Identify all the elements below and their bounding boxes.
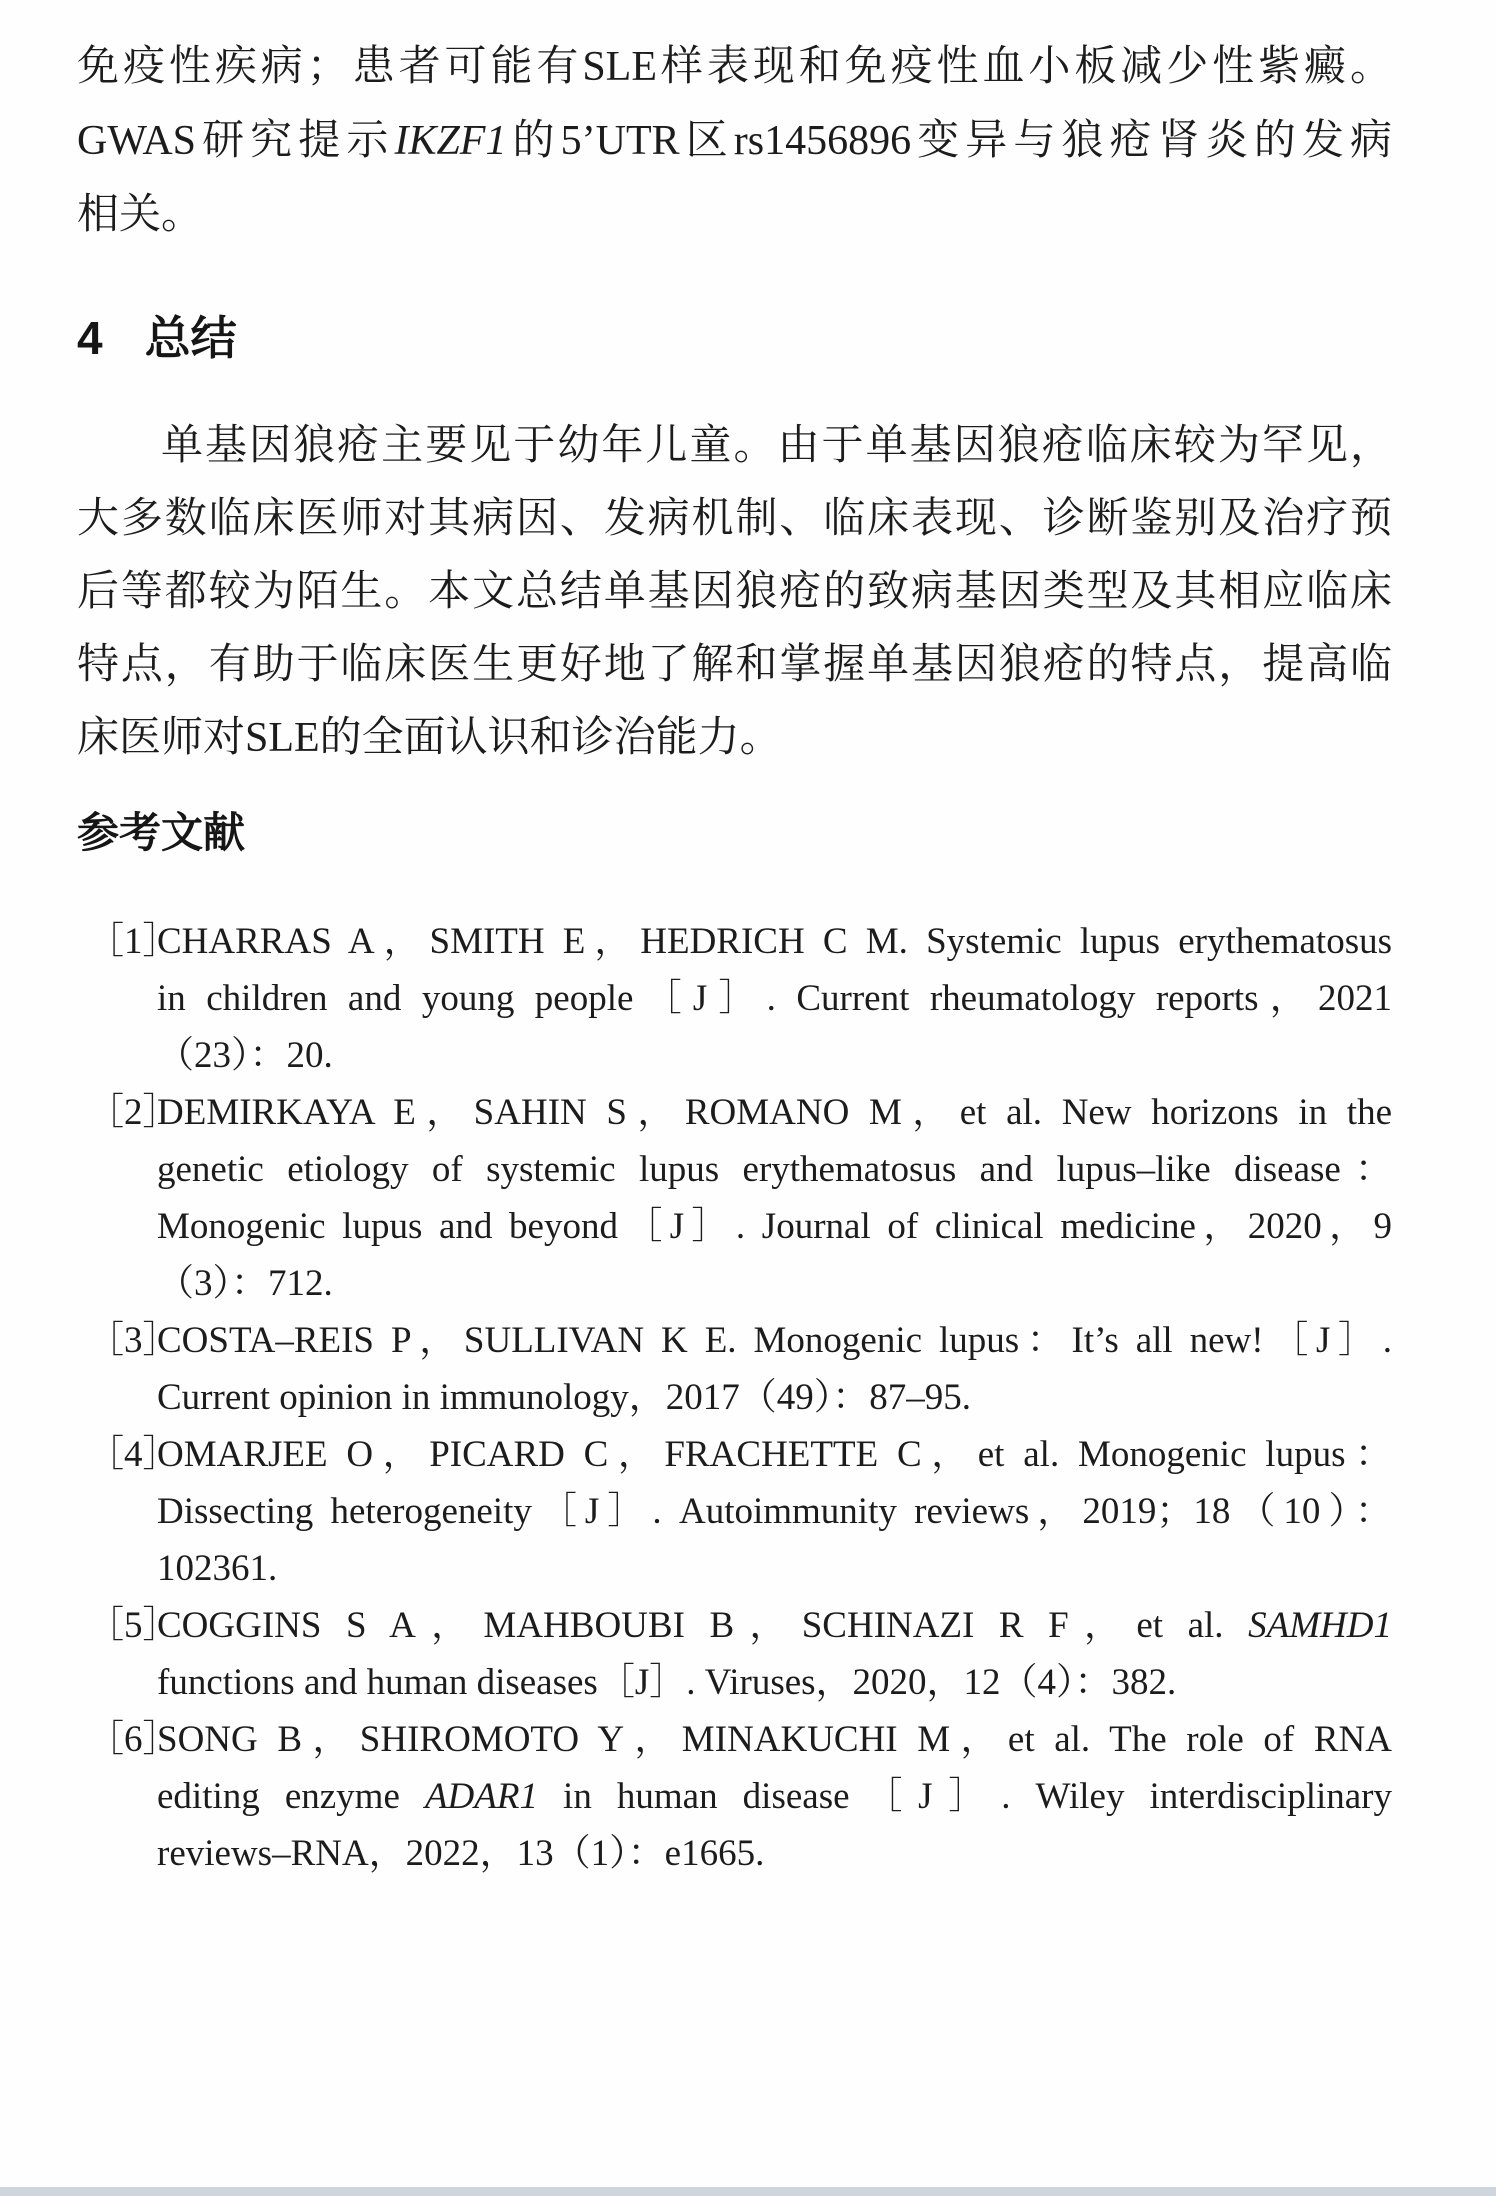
text-line — [157, 970, 1392, 1027]
section-number: 4 — [77, 312, 103, 364]
gene-name-italic: ADAR1 — [424, 1776, 538, 1817]
text-run: 后等都较为陌生。本文总结单基因狼疮的致病基因类型及其相应临床 — [77, 569, 1392, 615]
text-line — [157, 1768, 1392, 1825]
reference-text — [157, 1312, 1392, 1426]
gene-name-italic: SAMHD1 — [1248, 1605, 1392, 1646]
text-line — [157, 1369, 1392, 1426]
text-line — [157, 1255, 1392, 1312]
text-run: DEMIRKAYA E，SAHIN S，ROMANO M，et al. New horizons in the — [157, 1092, 1392, 1133]
text-line — [157, 1084, 1392, 1141]
text-run: editing enzyme — [157, 1776, 425, 1817]
text-line — [157, 1597, 1392, 1654]
reference-text — [157, 1711, 1392, 1882]
text-line — [157, 913, 1392, 970]
reference-number: ［6］ — [87, 1719, 180, 1760]
reference-number: ［2］ — [87, 1092, 180, 1133]
text-run: Monogenic lupus and beyond［J］. Journal of clinical medicine，2020，9 — [157, 1206, 1392, 1247]
text-line — [157, 1711, 1392, 1768]
reference-list — [77, 913, 1392, 1882]
text-run: 免疫性疾病；患者可能有SLE样表现和免疫性血小板减少性紫癜。 — [77, 44, 1392, 90]
text-run: OMARJEE O，PICARD C，FRACHETTE C，et al. Monogenic lupus： — [157, 1434, 1392, 1475]
text-run: in children and young people［J］. Current rheumatology reports，2021 — [157, 978, 1392, 1019]
section-heading — [77, 308, 1392, 368]
text-line — [77, 410, 1392, 483]
text-run: Dissecting heterogeneity［J］. Autoimmunity reviews，2019；18（10）： — [157, 1491, 1392, 1532]
text-line — [157, 1027, 1392, 1084]
reference-item — [77, 1426, 1392, 1597]
text-line — [77, 30, 1392, 104]
text-line — [77, 178, 1392, 252]
text-line — [157, 1483, 1392, 1540]
reference-item — [77, 1597, 1392, 1711]
summary-paragraph — [77, 410, 1392, 775]
reference-number: ［5］ — [87, 1605, 180, 1646]
reference-item — [77, 1084, 1392, 1312]
text-line — [157, 1141, 1392, 1198]
text-run: functions and human diseases［J］. Viruses，2020，12（4）：382. — [157, 1662, 1177, 1703]
text-line — [77, 556, 1392, 629]
reference-item — [77, 1312, 1392, 1426]
reference-text — [157, 1426, 1392, 1597]
reference-text — [157, 913, 1392, 1084]
text-run: 的5’UTR区rs1456896变异与狼疮肾炎的发病 — [506, 118, 1392, 164]
reference-number: ［1］ — [87, 921, 180, 962]
text-run: Current opinion in immunology，2017（49）：87–95. — [157, 1377, 971, 1418]
text-run: in human disease［J］. Wiley interdisciplinary — [537, 1776, 1392, 1817]
text-line — [77, 629, 1392, 702]
text-run: （3）：712. — [157, 1263, 333, 1304]
reference-number: ［4］ — [87, 1434, 180, 1475]
text-line — [77, 702, 1392, 775]
text-line — [157, 1198, 1392, 1255]
text-run: COGGINS S A，MAHBOUBI B，SCHINAZI R F，et al. — [157, 1605, 1249, 1646]
text-run: SONG B，SHIROMOTO Y，MINAKUCHI M，et al. The role of RNA — [157, 1719, 1392, 1760]
text-run: CHARRAS A，SMITH E，HEDRICH C M. Systemic lupus erythematosus — [157, 921, 1392, 962]
text-run: 102361. — [157, 1548, 278, 1589]
page-bottom-edge — [0, 2187, 1496, 2196]
reference-item — [77, 913, 1392, 1084]
text-run: 特点，有助于临床医生更好地了解和掌握单基因狼疮的特点，提高临 — [77, 642, 1392, 688]
text-line — [157, 1312, 1392, 1369]
text-run: 单基因狼疮主要见于幼年儿童。由于单基因狼疮临床较为罕见， — [161, 423, 1392, 469]
text-run: COSTA–REIS P，SULLIVAN K E. Monogenic lupus：It’s all new!［J］. — [157, 1320, 1392, 1361]
text-run: reviews–RNA，2022，13（1）：e1665. — [157, 1833, 765, 1874]
reference-item — [77, 1711, 1392, 1882]
references-heading: 参考文献 — [77, 809, 246, 856]
text-run: （23）：20. — [157, 1035, 333, 1076]
intro-paragraph — [77, 30, 1392, 252]
text-line — [157, 1540, 1392, 1597]
gene-name-italic: IKZF1 — [394, 118, 507, 164]
text-line — [157, 1654, 1392, 1711]
text-line — [157, 1825, 1392, 1882]
text-run: 相关。 — [77, 192, 204, 238]
text-run: genetic etiology of systemic lupus erythematosus and lupus–like disease： — [157, 1149, 1392, 1190]
section-title: 总结 — [144, 312, 237, 364]
text-line — [157, 1426, 1392, 1483]
reference-text — [157, 1597, 1392, 1711]
reference-text — [157, 1084, 1392, 1312]
reference-number: ［3］ — [87, 1320, 180, 1361]
text-run: GWAS研究提示 — [77, 118, 395, 164]
text-run: 大多数临床医师对其病因、发病机制、临床表现、诊断鉴别及治疗预 — [77, 496, 1392, 542]
text-line — [77, 483, 1392, 556]
text-run: 床医师对SLE的全面认识和诊治能力。 — [77, 715, 782, 761]
text-line — [77, 104, 1392, 178]
